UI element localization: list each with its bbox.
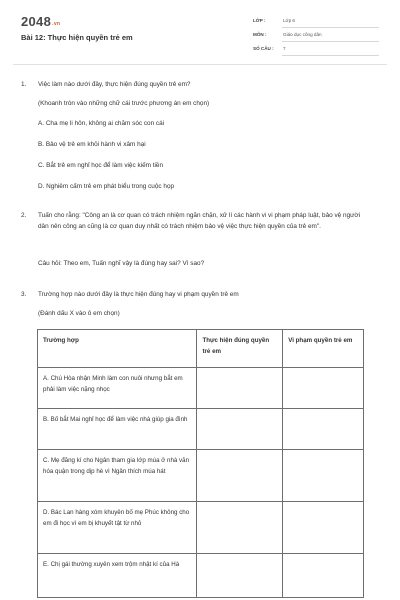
answer-table [37, 329, 364, 598]
table-case-cell: B. Bố bắt Mai nghỉ học để làm việc nhà giúp gia đình [38, 409, 197, 450]
meta-grade [253, 16, 379, 28]
meta-question-count-label: SỐ CÂU : [253, 46, 274, 51]
question-text: Trường hợp nào dưới đây là thực hiện đúng hay vi phạm quyền trẻ em [38, 291, 239, 298]
question-1-option-c[interactable]: C. Bắt trẻ em nghỉ học để làm việc kiếm tiền [38, 162, 164, 169]
meta-question-count-value: 7 [283, 46, 286, 51]
question-number: 3. [21, 291, 27, 298]
question-number: 2. [21, 212, 27, 219]
question-1-option-d[interactable]: D. Nghiêm cấm trẻ em phát biểu trong cuộc họp [38, 183, 175, 190]
table-correct-checkbox-cell[interactable] [197, 450, 283, 502]
meta-question-count [253, 44, 379, 56]
meta-underline [282, 55, 379, 56]
meta-underline [282, 27, 379, 28]
meta-subject-value: Giáo dục công dân [283, 32, 322, 37]
table-violation-checkbox-cell[interactable] [283, 368, 364, 409]
table-case-cell: E. Chị gái thường xuyên xem trộm nhật kí của Hà [38, 554, 197, 598]
table-case-cell: A. Chú Hòa nhận Minh làm con nuôi nhưng bắt em phải làm việc nặng nhọc [38, 368, 197, 409]
table-correct-checkbox-cell[interactable] [197, 409, 283, 450]
table-row [38, 554, 364, 598]
meta-grade-value: Lớp 6 [283, 18, 295, 23]
meta-subject [253, 30, 379, 42]
meta-underline [282, 41, 379, 42]
header-divider [13, 64, 387, 65]
table-header-case: Trường hợp [38, 330, 197, 368]
table-header-correct: Thực hiện đúng quyền trẻ em [197, 330, 283, 368]
question-3-instruction: (Đánh dấu X vào ô em chọn) [38, 310, 120, 317]
question-number: 1. [21, 81, 27, 88]
table-violation-checkbox-cell[interactable] [283, 450, 364, 502]
table-case-cell: D. Bác Lan hàng xóm khuyên bố mẹ Phúc không cho em đi học vì em bị khuyết tật từ nhỏ [38, 502, 197, 554]
table-row [38, 450, 364, 502]
table-violation-checkbox-cell[interactable] [283, 554, 364, 598]
table-violation-checkbox-cell[interactable] [283, 409, 364, 450]
table-correct-checkbox-cell[interactable] [197, 554, 283, 598]
table-row [38, 368, 364, 409]
meta-subject-label: MÔN : [253, 32, 267, 37]
question-1-option-a[interactable]: A. Cha mẹ li hôn, không ai chăm sóc con cái [38, 120, 165, 127]
table-correct-checkbox-cell[interactable] [197, 502, 283, 554]
table-header-violation: Vi phạm quyền trẻ em [283, 330, 364, 368]
question-text: Việc làm nào dưới đây, thực hiện đúng quyền trẻ em? [38, 81, 191, 88]
worksheet-header [0, 0, 400, 62]
question-text: Tuấn cho rằng: "Công an là cơ quan có trách nhiệm ngăn chặn, xử lí các hành vi vi phạm pháp luật, bảo vệ người dân nên công an cũng là cơ quan duy nhất có trách nhiệm bảo vệ việc thực hiện quyền của trẻ em". [38, 212, 361, 230]
table-violation-checkbox-cell[interactable] [283, 502, 364, 554]
table-row [38, 502, 364, 554]
table-header-row [38, 330, 364, 368]
table-correct-checkbox-cell[interactable] [197, 368, 283, 409]
table-case-cell: C. Mẹ đăng kí cho Ngân tham gia lớp múa ở nhà văn hóa quận trong dịp hè vì Ngân thích múa hát [38, 450, 197, 502]
question-1-option-b[interactable]: B. Bảo vệ trẻ em khỏi hành vi xâm hại [38, 141, 146, 148]
lesson-title: Bài 12: Thực hiện quyền trẻ em [21, 33, 133, 42]
table-row [38, 409, 364, 450]
question-1-instruction: (Khoanh tròn vào những chữ cái trước phương án em chọn) [38, 100, 210, 107]
site-logo[interactable]: 2048.vn [21, 14, 61, 29]
question-2-prompt: Câu hỏi: Theo em, Tuấn nghĩ vậy là đúng hay sai? Vì sao? [38, 260, 205, 267]
meta-grade-label: LỚP : [253, 18, 266, 23]
